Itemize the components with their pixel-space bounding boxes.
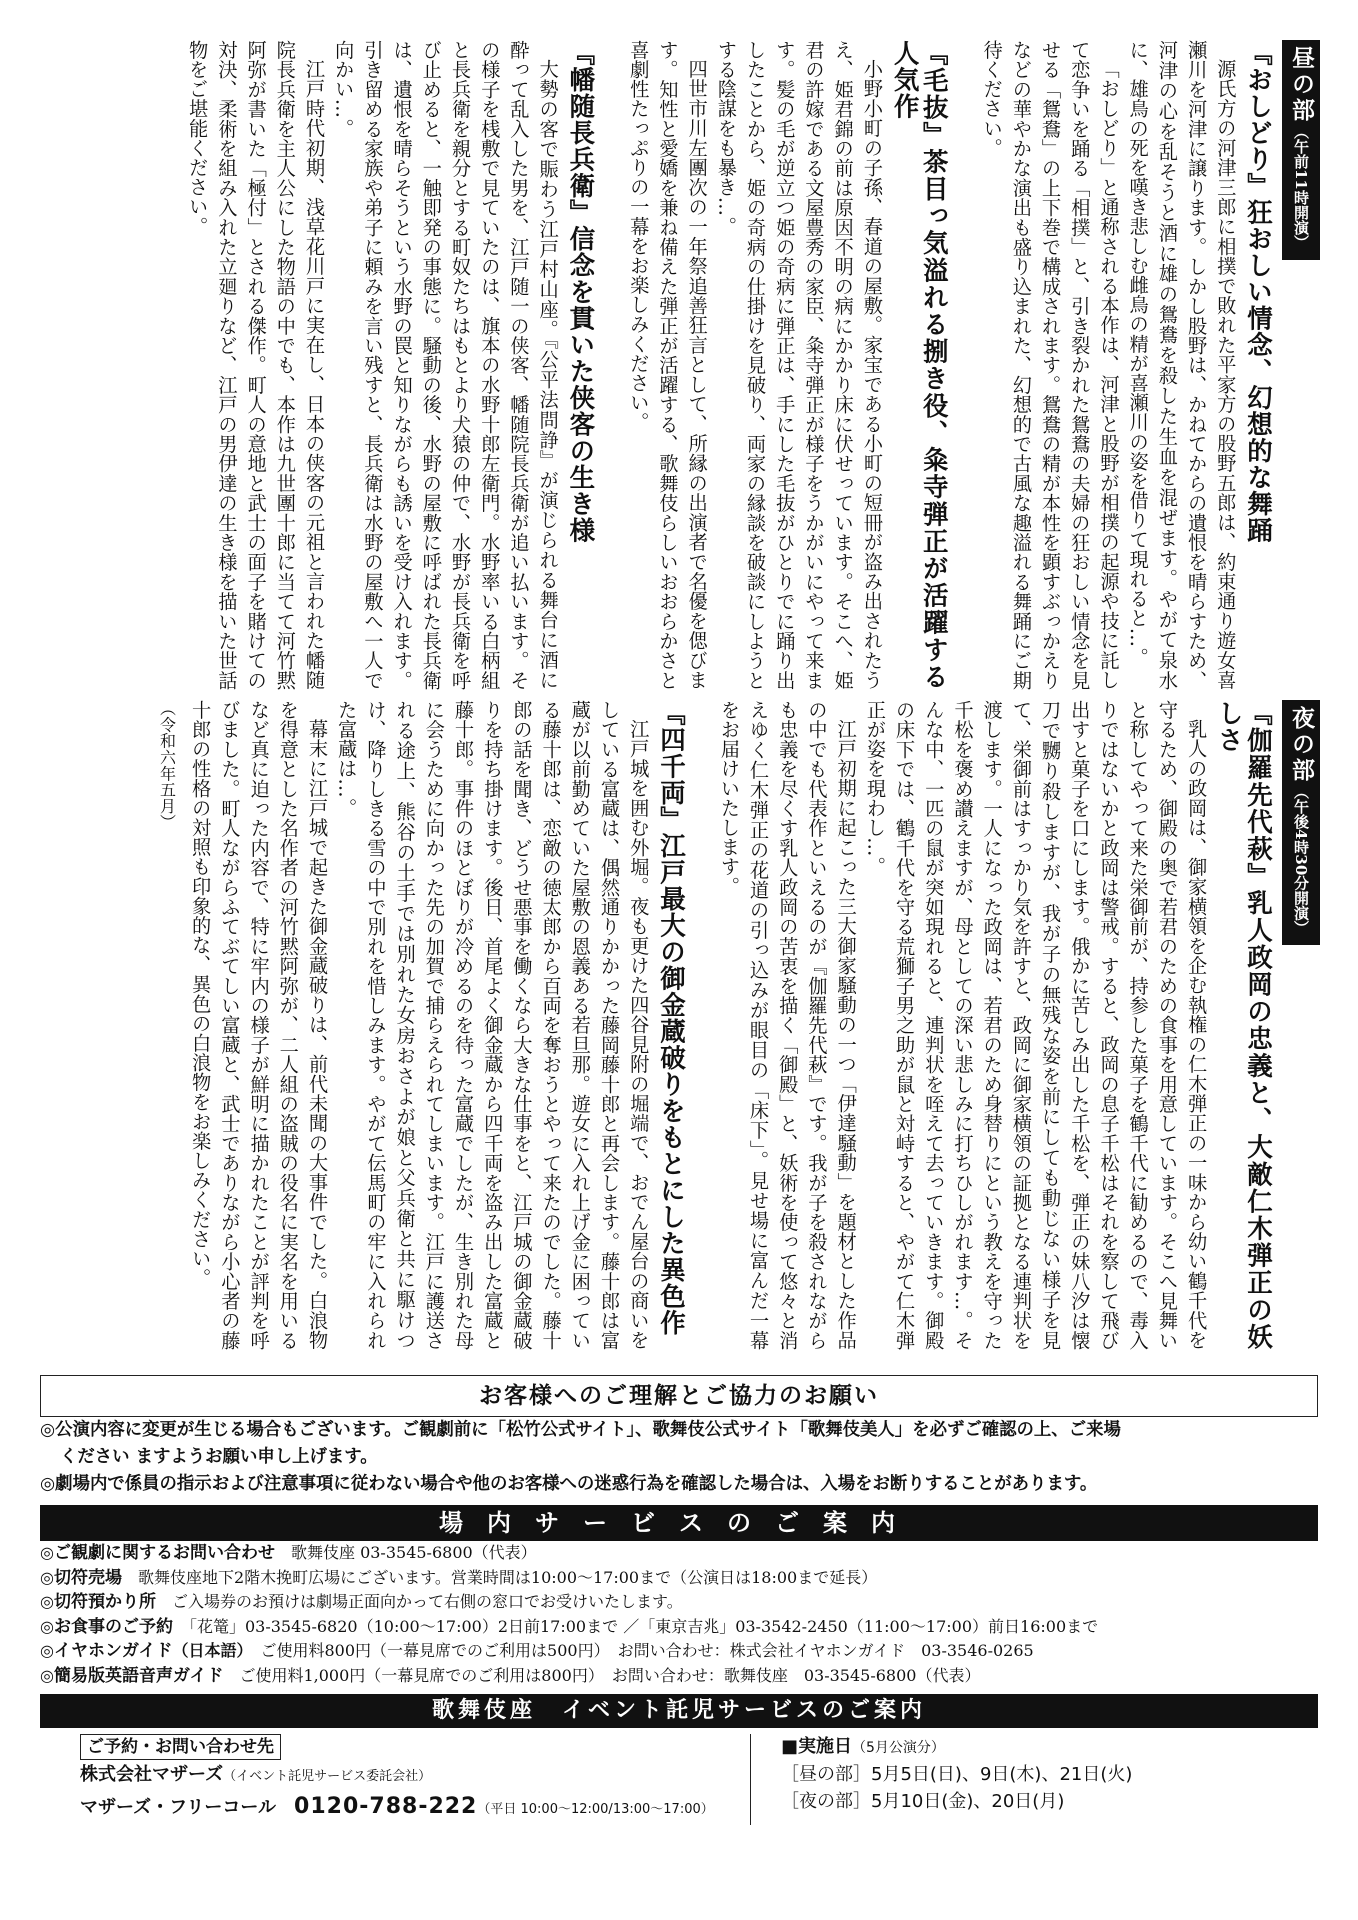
article-title-work: 『おしどり』 [1243, 40, 1273, 199]
bullet-mark: ◎ [40, 1641, 54, 1661]
article-title [565, 40, 594, 690]
service-text: ご使用料800円（一幕見席でのご利用は500円） お問い合わせ：株式会社イヤホンガイド 03-3546-0265 [260, 1641, 1034, 1661]
freecall-label: マザーズ・フリーコール [80, 1796, 277, 1818]
service-text: 歌舞伎座 03-3545-6800（代表） [290, 1543, 537, 1562]
service-row [40, 1566, 1318, 1591]
service-language: （日本語） [172, 1641, 245, 1661]
service-label: 簡易版英語音声ガイド [53, 1665, 224, 1686]
service-text: ご入場券のお預けは劇場正面向かって右側の窓口でお受けいたします。 [171, 1592, 683, 1612]
schedule-heading [781, 1734, 1318, 1761]
bullet-mark: ◎ [40, 1592, 54, 1612]
services-heading: 場内サービスのご案内 [40, 1505, 1318, 1541]
service-text: 「花篭」03-3545-6820（10:00〜17:00）2日前17:00まで ／「東京吉兆」03-3542-2450（11:00〜17:00）前日16:00まで [188, 1616, 1099, 1636]
bullet-mark: ◎ [40, 1665, 54, 1685]
night-badge-time: （午後4時30分開演） [1292, 784, 1310, 936]
article-title-sub: 江戸最大の御金蔵破りをもとにした異色作 [655, 832, 686, 1336]
service-text: 歌舞伎座地下2階木挽町広場にございます。営業時間は10:00〜17:00まで（公演日は18:00まで延長） [137, 1567, 878, 1587]
night-badge-label: 夜の部 [1288, 706, 1315, 784]
schedule-note: （5月公演分） [852, 1739, 945, 1756]
schedule-title: ■実施日 [781, 1735, 853, 1757]
day-text-flow [55, 40, 1320, 690]
article-paragraph: 大勢の客で賑わう江戸村山座。『公平法問諍』が演じられる舞台に酒に酔って乱入した男を、江戸随一の侠客、幡随院長兵衛が追い払います。その様子を桟敷で見ていたのは、旗本の水野十郎左衛門。水野率いる白柄組と長兵衛を親分とする町奴たちはもとより犬猿の仲で、水野が長兵衛を呼び止めると、一触即発の事態に。騒動の後、水野の屋敷に呼ばれた長兵衛は、遺恨を晴らそうという水野の罠と知りながらも誘いを受け入れます。引き留める家族や弟子に頼みを言い残すと、長兵衛は水野の屋敷へ一人で向かい…。 [331, 40, 560, 690]
service-label: 切符預かり所 [53, 1592, 156, 1613]
event-heading: 歌舞伎座 イベント託児サービスのご案内 [40, 1694, 1318, 1728]
freecall-hours: （平日 10:00〜12:00/13:00〜17:00） [477, 1801, 714, 1817]
article-title [1243, 40, 1272, 690]
notice-line: ◎劇場内で係員の指示および注意事項に従わない場合や他のお客様への迷惑行為を確認した場合は、入場をお断りすることがあります。 [40, 1474, 1098, 1494]
article-paragraph: 江戸初期に起こった三大御家騒動の一つ「伊達騒動」を題材とした作品の中でも代表作といえるのが『伽羅先代萩』です。我が子を殺されながらも忠義を尽くす乳人政岡の苦衷を描く「御殿」と、妖術を使って悠々と消えゆく仁木弾正の花道の引っ込みが眼目の「床下」。見せ場に富んだ一幕をお届けいたします。 [717, 700, 858, 1350]
service-row [40, 1590, 1318, 1615]
service-label: お食事のご予約 [53, 1616, 173, 1637]
night-section-badge [1282, 700, 1320, 945]
article-title-work: 『幡随長兵衛』 [565, 40, 596, 226]
notice-line: ◎公演内容に変更が生じる場合もございます。ご観劇前に「松竹公式サイト」、歌舞伎公式サイト「歌舞伎美人」を必ずご確認の上、ご来場 [40, 1420, 1121, 1440]
article-title-sub: 信念を貫いた侠客の生き様 [565, 225, 596, 544]
night-text-flow [55, 700, 1320, 1350]
article-title [656, 700, 685, 1350]
article-title-sub: 乳人政岡の忠義と、大敵仁木弾正の妖しさ [1213, 700, 1273, 1350]
bullet-mark: ◎ [40, 1543, 54, 1562]
company-line [80, 1760, 750, 1792]
schedule-line: ［夜の部］5月10日(金)、20日(月) [781, 1790, 1065, 1812]
bullet-mark: ◎ [40, 1616, 54, 1636]
event-contact [40, 1734, 750, 1825]
freecall-number: 0120-788-222 [294, 1793, 478, 1819]
service-row [40, 1639, 1318, 1664]
article-paragraph: 小野小町の子孫、春道の屋敷。家宝である小町の短冊が盗み出されたうえ、姫君錦の前は原因不明の病にかかり床に伏せっています。そこへ、姫君の許嫁である文屋豊秀の家臣、粂寺弾正が様子をうかがいにやって来ます。髪の毛が逆立つ姫の奇病に弾正は、手にした毛抜がひとりでに踊り出したことから、姫の奇病の仕掛けを見破り、両家の縁談を破談にしようとする陰謀をも暴き…。 [714, 40, 884, 690]
event-details [40, 1734, 1318, 1825]
service-label: イヤホンガイド [53, 1641, 173, 1662]
service-row [40, 1664, 1318, 1689]
lower-info-area [40, 1375, 1318, 1825]
article-title-work: 『四千両』 [655, 700, 686, 833]
article-title [889, 40, 947, 690]
day-section [55, 40, 1320, 690]
service-label: 切符売場 [53, 1567, 122, 1588]
article-title-sub: 茶目っ気溢れる捌き役、粂寺弾正が活躍する人気作 [889, 40, 949, 690]
schedule-line: ［昼の部］5月5日(日)、9日(木)、21日(火) [781, 1763, 1133, 1785]
bullet-mark: ◎ [40, 1567, 54, 1587]
company-name: 株式会社マザーズ [80, 1763, 224, 1785]
article-title [1214, 700, 1272, 1350]
event-schedule [750, 1734, 1318, 1825]
article-title-sub: 狂おしい情念、幻想的な舞踊 [1243, 199, 1273, 544]
service-row [40, 1541, 1318, 1566]
notice-line: ください ますようお願い申し上げます。 [60, 1447, 378, 1467]
company-note: （イベント託児サービス委託会社） [223, 1768, 432, 1784]
service-label: ご観劇に関するお問い合わせ [53, 1543, 275, 1563]
article-paragraph: 江戸城を囲む外堀。夜も更けた四谷見附の堀端で、おでん屋台の商いをしている富蔵は、偶然通りかかった藤岡藤十郎と再会します。藤十郎は富蔵が以前勤めていた屋敷の恩義ある若旦那。遊女に入れ上げ金に困っている藤十郎は、恋敵の徳太郎から百両を奪おうとやって来たのでした。藤十郎の話を聞き、どうせ悪事を働くなら大きな仕事をと、江戸城の御金蔵破りを持ち掛けます。後日、首尾よく御金蔵から四千両を盗み出した富蔵と藤十郎。事件のほとぼりが冷めるのを待った富蔵でしたが、生き別れた母に会うために向かった先の加賀で捕らえられてしまいます。江戸に護送される途上、熊谷の土手では別れた女房おさよが娘と父兵衛と共に駆けつけ、降りしきる雪の中で別れを惜しみます。やがて伝馬町の牢に入れられた富蔵は…。 [334, 700, 650, 1350]
article-paragraph: 幕末に江戸城で起きた御金蔵破りは、前代未聞の大事件でした。白浪物を得意とした名作者の河竹黙阿弥が、二人組の盗賊の役名に実名を用いるなど真に迫った内容で、特に牢内の様子が鮮明に描かれたことが評判を呼びました。町人ながらふてぶてしい富蔵と、武士でありながら小心者の藤十郎の性格の対照も印象的な、異色の白浪物をお楽しみください。 [188, 700, 329, 1350]
service-row [40, 1615, 1318, 1640]
night-section [55, 700, 1320, 1350]
day-badge-time: （午前11時開演） [1292, 124, 1310, 250]
day-section-badge [1282, 40, 1320, 260]
day-badge-label: 昼の部 [1288, 46, 1315, 124]
article-paragraph: 四世市川左團次の一年祭追善狂言として、所縁の出演者で名優を偲びます。知性と愛嬌を兼ね備えた弾正が活躍する、歌舞伎らしいおおらかさと喜劇性たっぷりの一幕をお楽しみください。 [626, 40, 709, 690]
article-paragraph: 乳人の政岡は、御家横領を企む執権の仁木弾正の一味から幼い鶴千代を守るため、御殿の奥で若君のための食事を用意しています。そこへ見舞いと称してやって来た栄御前が、持参した菓子を鶴千代に勧めるので、毒入りではないかと政岡は警戒。すると、政岡の息子千松はそれを察して飛び出すと菓子を口にします。俄かに苦しみ出した千松を、弾正の妹八汐は懐刀で嬲り殺しますが、我が子の無残な姿を前にしても動じない様子を見て、栄御前はすっかり気を許すと、政岡に御家横領の証拠となる連判状を渡します。一人になった政岡は、若君のため身替りにという教えを守った千松を褒め讃えますが、母としての深い悲しみに打ちひしがれます…。そんな中、一匹の鼠が突如現れると、連判状を咥えて去っていきます。御殿の床下では、鶴千代を守る荒獅子男之助が鼠と対峙すると、やがて仁木弾正が姿を現わし…。 [863, 700, 1208, 1350]
article-paragraph: 江戸時代初期、浅草花川戸に実在し、日本の侠客の元祖と言われた幡随院長兵衛を主人公にした物語の中でも、本作は九世團十郎に当てて河竹黙阿弥が書いた「極付」とされる傑作。町人の意地と武士の面子を賭けての対決、柔術を組み入れた立廻りなど、江戸の男伊達の生き様を描いた世話物をご堪能ください。 [185, 40, 326, 690]
article-title-work: 『毛抜』 [918, 40, 949, 149]
service-text: ご使用料1,000円（一幕見席でのご利用は800円） お問い合わせ：歌舞伎座 03-3545-6800（代表） [239, 1665, 981, 1685]
article-paragraph: 源氏方の河津三郎に相撲で敗れた平家方の股野五郎は、約束通り遊女喜瀬川を河津に譲ります。しかし股野は、かねてからの遺恨を晴らすため、河津の心を乱そうと酒に雄の鴛鴦を殺した生血を混ぜます。やがて泉水に、雄鳥の死を嘆き悲しむ雌鳥の精が喜瀬川の姿を借りて現れると…。 [1126, 40, 1237, 690]
date-note: （令和六年五月） [157, 700, 177, 831]
freecall-line [80, 1792, 750, 1825]
article-title-work: 『伽羅先代萩』 [1243, 700, 1273, 890]
contact-heading: ご予約・お問い合わせ先 [80, 1734, 281, 1760]
notice-heading: お客様へのご理解とご協力のお願い [40, 1375, 1318, 1417]
article-paragraph: 「おしどり」と通称される本作は、河津と股野が相撲の起源や技に託して恋争いを踊る「相撲」と、引き裂かれた鴛鴦の夫婦の狂おしい情念を見せる「鴛鴦」の上下巻で構成されます。鴛鴦の精が本性を顕すぶっかえりなどの華やかな演出も盛り込まれた、幻想的で古風な趣溢れる舞踊にご期待ください。 [980, 40, 1120, 690]
